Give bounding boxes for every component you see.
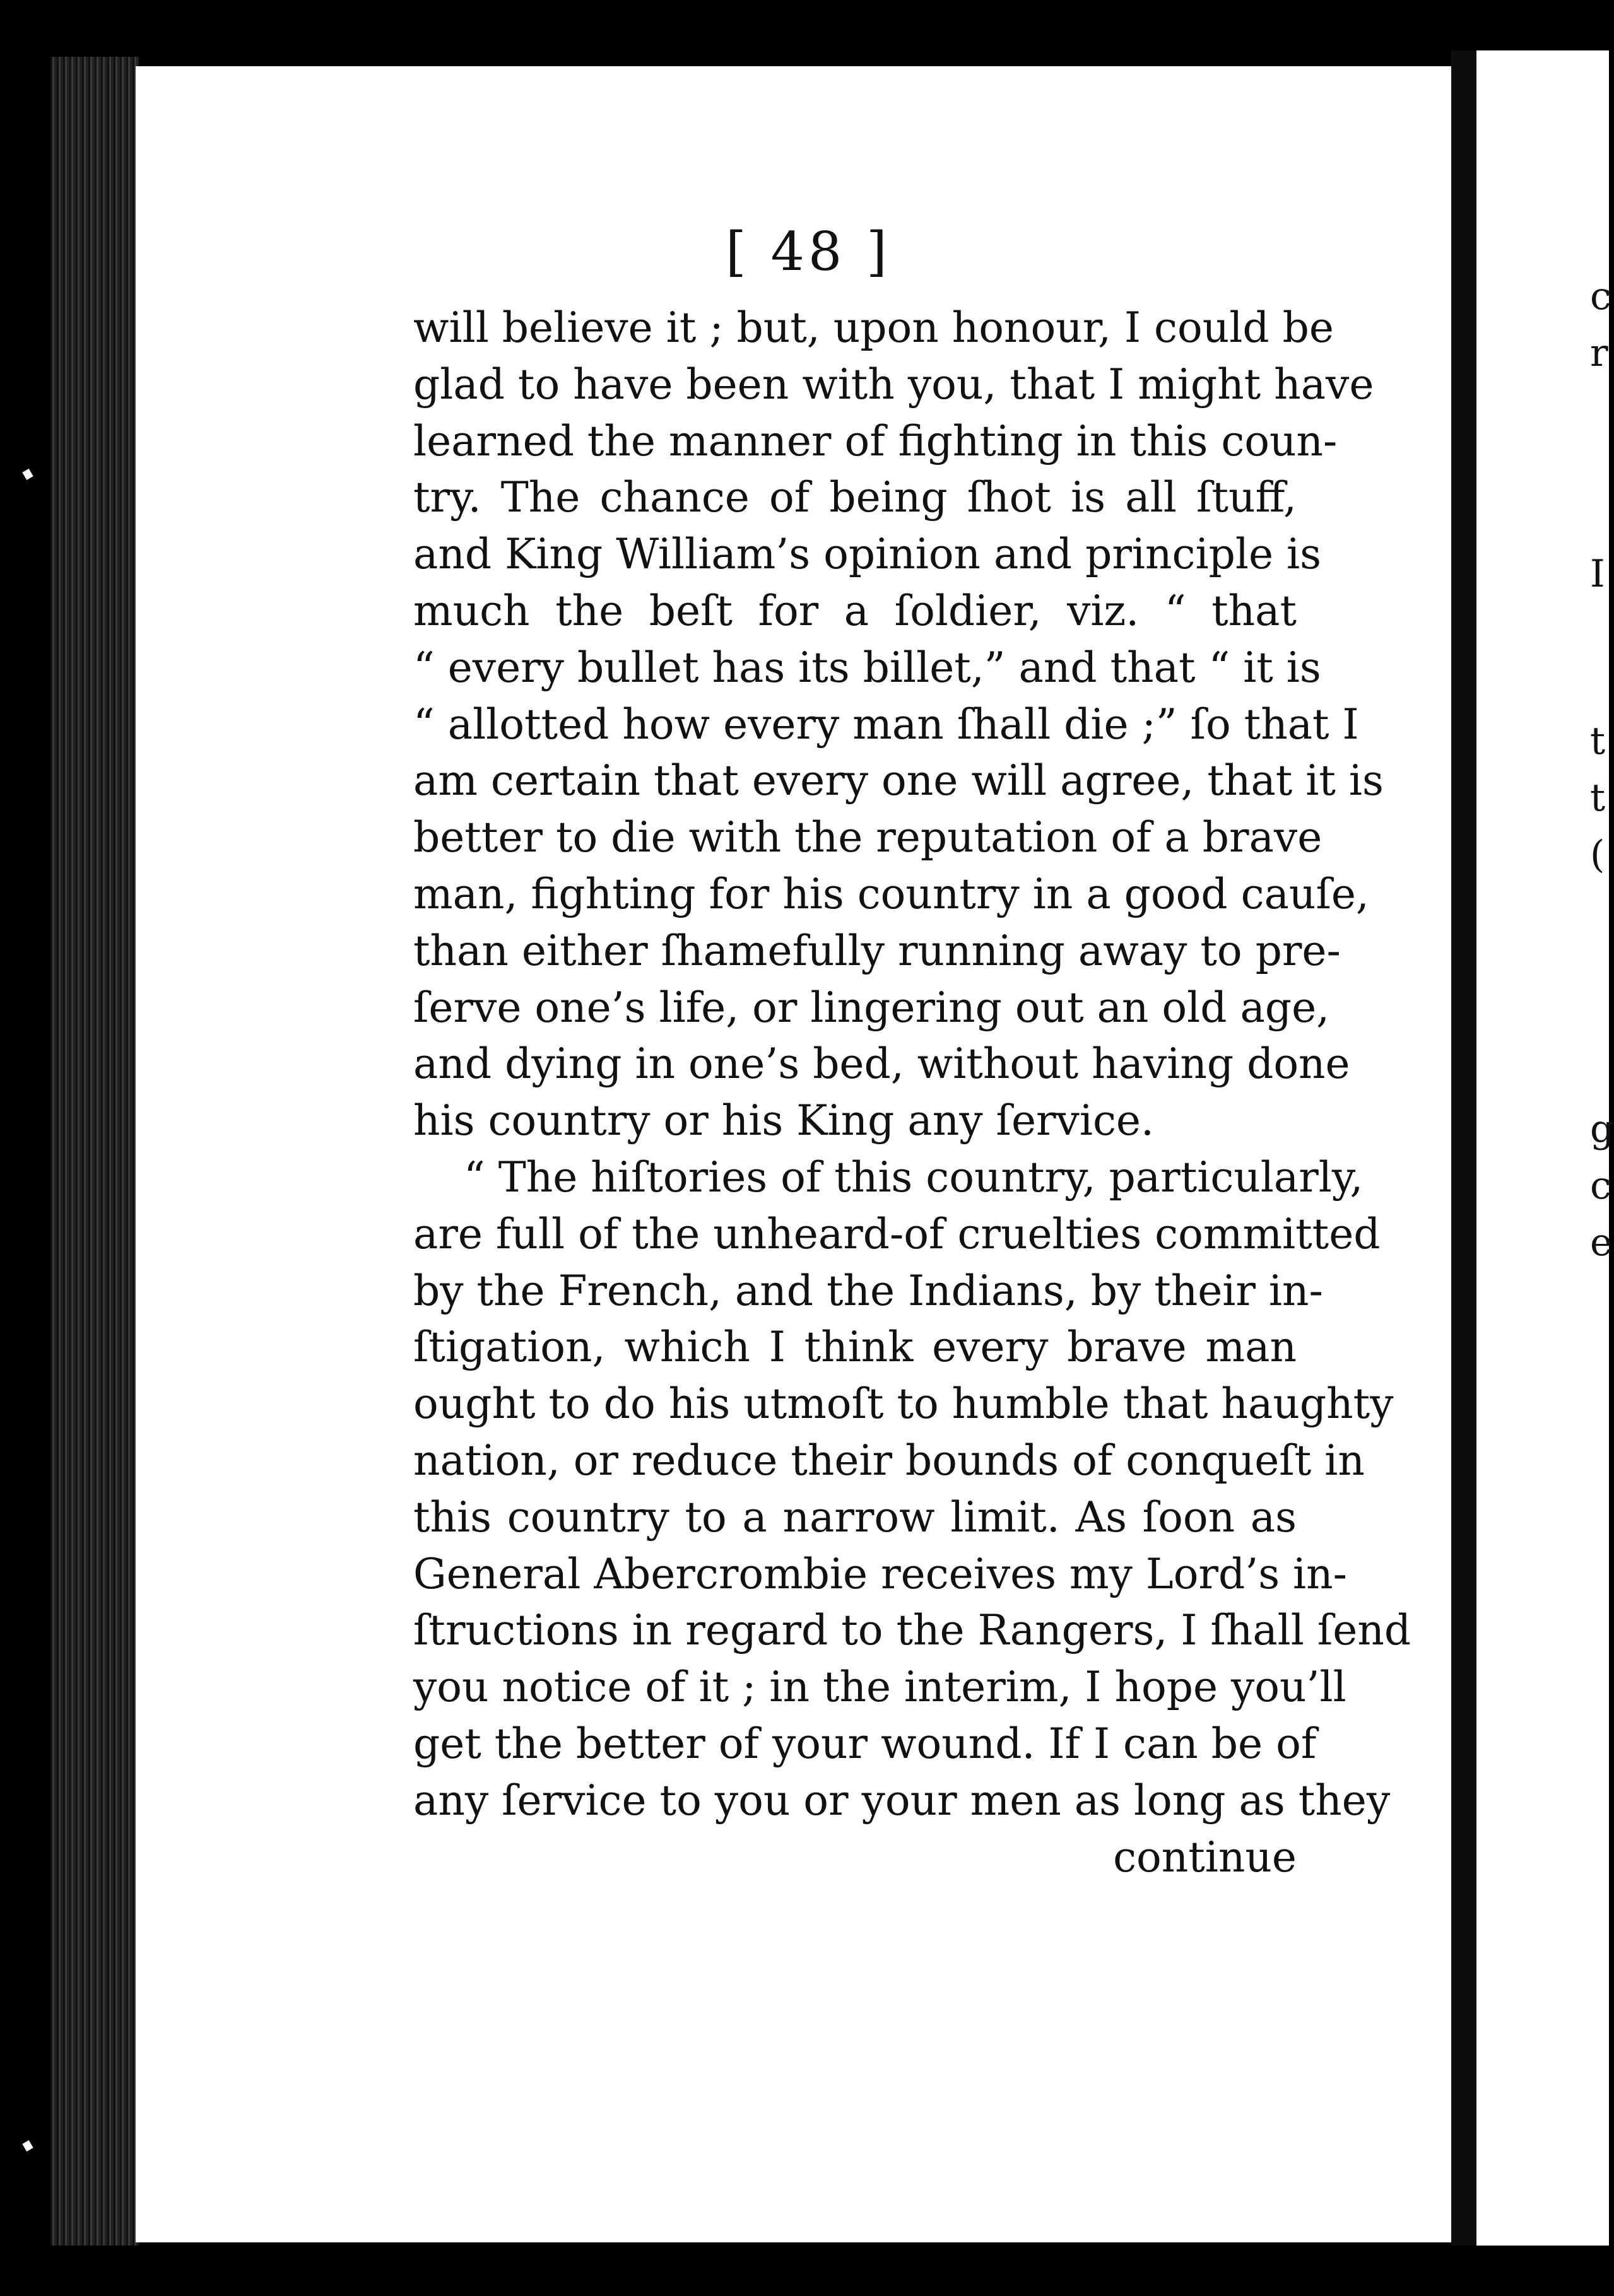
text-line: try. The chance of being ſhot is all ſtuff, (413, 473, 1297, 522)
facing-letter: ( (1590, 833, 1605, 877)
body-text (413, 300, 1411, 1885)
catchword: continue (1113, 1832, 1297, 1882)
facing-letter: e (1590, 1221, 1613, 1265)
text-line: any ſervice to you or your men as long as they (413, 1776, 1391, 1825)
text-line: ſerve one’s life, or lingering out an old age, (413, 983, 1330, 1032)
page-gutter (1451, 50, 1476, 2246)
text-line: learned the manner of fighting in this coun- (413, 416, 1338, 466)
facing-letter: c (1590, 1164, 1611, 1208)
facing-letter: g (1590, 1107, 1614, 1151)
text-line: you notice of it ; in the interim, I hope you’ll (413, 1663, 1346, 1712)
facing-letter: I (1590, 552, 1605, 596)
ink-speck (22, 469, 33, 480)
text-line: “ The hiſtories of this country, particularly, (464, 1152, 1364, 1202)
text-line: ought to do his utmoſt to humble that haughty (413, 1379, 1394, 1429)
text-line: are full of the unheard-of cruelties committed (413, 1209, 1381, 1258)
text-line: man, fighting for his country in a good cauſe, (413, 869, 1369, 918)
text-line: General Abercrombie receives my Lord’s in- (413, 1549, 1347, 1598)
facing-page-letters (1590, 265, 1614, 1274)
facing-letter: t (1590, 719, 1606, 763)
text-line: much the beſt for a ſoldier, viz. “ that (413, 586, 1297, 635)
text-line: glad to have been with you, that I might have (413, 360, 1374, 409)
text-line: ſtructions in regard to the Rangers, I ſhall ſend (413, 1606, 1411, 1655)
text-line: get the better of your wound. If I can be of (413, 1719, 1317, 1768)
text-line: will believe it ; but, upon honour, I could be (413, 303, 1334, 352)
text-line: nation, or reduce their bounds of conqueſt in (413, 1436, 1365, 1485)
text-line: “ allotted how every man ſhall die ;” ſo that I (413, 700, 1359, 749)
text-line: and dying in one’s bed, without having done (413, 1040, 1350, 1089)
page-number: [ 48 ] (726, 221, 891, 283)
text-line: than either ſhamefully running away to pre- (413, 926, 1341, 975)
facing-page-edge (1476, 50, 1609, 2246)
text-line: this country to a narrow limit. As ſoon as (413, 1492, 1297, 1542)
text-line: better to die with the reputation of a brave (413, 813, 1322, 862)
text-line: am certain that every one will agree, that it is (413, 756, 1384, 805)
text-line: and King William’s opinion and principle is (413, 530, 1321, 579)
facing-letter: r (1590, 331, 1608, 375)
text-line: by the French, and the Indians, by their in- (413, 1266, 1323, 1315)
text-line: ſtigation, which I think every brave man (413, 1323, 1297, 1372)
text-line: his country or his King any ſervice. (413, 1096, 1154, 1145)
ink-speck (22, 2140, 33, 2152)
facing-letter: t (1590, 776, 1606, 820)
book-spine (50, 57, 139, 2246)
text-line: “ every bullet has its billet,” and that “ it is (413, 643, 1321, 692)
facing-letter: c (1590, 274, 1611, 319)
